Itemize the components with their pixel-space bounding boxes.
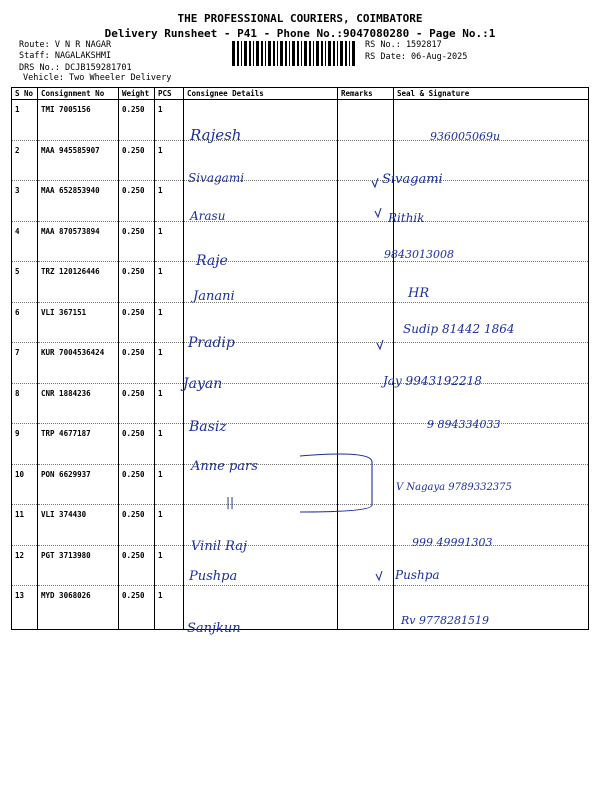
cell-remarks bbox=[338, 545, 394, 586]
cell-seal bbox=[394, 545, 589, 586]
table-header-row bbox=[12, 88, 589, 100]
signature-handwritten: Rv 9778281519 bbox=[401, 614, 489, 627]
col-remarks: Remarks bbox=[338, 88, 394, 100]
cell-pcs: 1 bbox=[155, 383, 184, 424]
cell-weight: 0.250 bbox=[119, 302, 155, 343]
cell-remarks bbox=[338, 140, 394, 181]
table-row bbox=[12, 302, 589, 343]
table-row bbox=[12, 221, 589, 262]
cell-weight: 0.250 bbox=[119, 424, 155, 465]
table-row bbox=[12, 343, 589, 384]
cell-consignment: TRZ 120126446 bbox=[38, 262, 119, 303]
cell-remarks bbox=[338, 181, 394, 222]
rs-date: RS Date: 06-Aug-2025 bbox=[365, 52, 468, 62]
cell-consignee bbox=[184, 505, 338, 546]
cell-consignment: TMI 7005156 bbox=[38, 100, 119, 141]
signature-handwritten: HR bbox=[408, 286, 430, 301]
cell-seal bbox=[394, 140, 589, 181]
col-sno: S No bbox=[12, 88, 38, 100]
cell-seal bbox=[394, 343, 589, 384]
cell-pcs: 1 bbox=[155, 221, 184, 262]
barcode-image bbox=[232, 41, 358, 66]
table-row bbox=[12, 181, 589, 222]
cell-sno: 9 bbox=[12, 424, 38, 465]
cell-consignee bbox=[184, 383, 338, 424]
cell-consignment: PGT 3713980 bbox=[38, 545, 119, 586]
table-row bbox=[12, 505, 589, 546]
table-row bbox=[12, 262, 589, 303]
cell-pcs: 1 bbox=[155, 424, 184, 465]
cell-consignee bbox=[184, 262, 338, 303]
table-row bbox=[12, 545, 589, 586]
cell-consignment: VLI 367151 bbox=[38, 302, 119, 343]
consignee-handwritten-name: || bbox=[226, 495, 235, 509]
cell-consignment: PON 6629937 bbox=[38, 464, 119, 505]
runsheet-table bbox=[11, 87, 589, 630]
signature-handwritten: 9843013008 bbox=[384, 248, 454, 261]
consignee-handwritten-name: Raje bbox=[196, 253, 228, 269]
consignee-handwritten-name: Sanjkun bbox=[187, 621, 241, 636]
cell-remarks bbox=[338, 100, 394, 141]
cell-pcs: 1 bbox=[155, 262, 184, 303]
cell-weight: 0.250 bbox=[119, 181, 155, 222]
company-title: THE PROFESSIONAL COURIERS, COIMBATORE bbox=[177, 12, 423, 25]
cell-weight: 0.250 bbox=[119, 383, 155, 424]
cell-consignee bbox=[184, 343, 338, 384]
signature-handwritten: V Nagaya 9789332375 bbox=[396, 482, 512, 493]
cell-seal bbox=[394, 302, 589, 343]
cell-pcs: 1 bbox=[155, 100, 184, 141]
cell-consignment: MYD 3068026 bbox=[38, 586, 119, 630]
consignee-handwritten-name: Sivagami bbox=[188, 171, 245, 185]
staff-label: Staff: NAGALAKSHMI bbox=[19, 51, 112, 61]
vehicle-label: Vehicle: Two Wheeler Delivery bbox=[23, 73, 172, 83]
signature-handwritten: 936005069u bbox=[430, 130, 501, 143]
cell-sno: 7 bbox=[12, 343, 38, 384]
cell-consignee bbox=[184, 424, 338, 465]
rs-number: RS No.: 1592817 bbox=[365, 40, 442, 50]
cell-remarks bbox=[338, 221, 394, 262]
signature-handwritten: Sudip 81442 1864 bbox=[403, 322, 515, 336]
cell-weight: 0.250 bbox=[119, 262, 155, 303]
cell-seal bbox=[394, 464, 589, 505]
cell-seal bbox=[394, 424, 589, 465]
cell-remarks bbox=[338, 424, 394, 465]
cell-weight: 0.250 bbox=[119, 586, 155, 630]
consignee-handwritten-name: Basiz bbox=[189, 419, 227, 435]
route-label: Route: V N R NAGAR bbox=[19, 40, 112, 50]
cell-sno: 5 bbox=[12, 262, 38, 303]
cell-pcs: 1 bbox=[155, 140, 184, 181]
cell-remarks bbox=[338, 383, 394, 424]
cell-pcs: 1 bbox=[155, 181, 184, 222]
cell-pcs: 1 bbox=[155, 545, 184, 586]
cell-consignee bbox=[184, 545, 338, 586]
cell-weight: 0.250 bbox=[119, 221, 155, 262]
cell-pcs: 1 bbox=[155, 464, 184, 505]
cell-seal bbox=[394, 262, 589, 303]
cell-remarks bbox=[338, 262, 394, 303]
cell-pcs: 1 bbox=[155, 302, 184, 343]
table-row bbox=[12, 464, 589, 505]
consignee-handwritten-name: Jayan bbox=[183, 376, 223, 392]
cell-sno: 8 bbox=[12, 383, 38, 424]
cell-weight: 0.250 bbox=[119, 100, 155, 141]
consignee-handwritten-name: Pradip bbox=[188, 335, 235, 351]
signature-handwritten: Jay 9943192218 bbox=[383, 374, 482, 388]
table-row bbox=[12, 424, 589, 465]
col-pcs: PCS bbox=[155, 88, 184, 100]
consignee-handwritten-name: Vinil Raj bbox=[191, 539, 248, 554]
cell-seal bbox=[394, 505, 589, 546]
cell-sno: 10 bbox=[12, 464, 38, 505]
table-row bbox=[12, 140, 589, 181]
consignee-handwritten-name: Pushpa bbox=[189, 569, 238, 584]
cell-consignment: CNR 1884236 bbox=[38, 383, 119, 424]
signature-handwritten: Rithik bbox=[388, 211, 425, 225]
cell-seal bbox=[394, 383, 589, 424]
signature-handwritten: 9 894334033 bbox=[427, 418, 501, 431]
cell-consignment: MAA 945585907 bbox=[38, 140, 119, 181]
cell-sno: 11 bbox=[12, 505, 38, 546]
col-weight: Weight bbox=[119, 88, 155, 100]
cell-consignee bbox=[184, 100, 338, 141]
consignee-handwritten-name: Arasu bbox=[190, 209, 226, 223]
cell-consignee bbox=[184, 181, 338, 222]
cell-seal bbox=[394, 586, 589, 630]
cell-weight: 0.250 bbox=[119, 140, 155, 181]
cell-sno: 13 bbox=[12, 586, 38, 630]
cell-weight: 0.250 bbox=[119, 505, 155, 546]
cell-consignee bbox=[184, 464, 338, 505]
cell-seal bbox=[394, 221, 589, 262]
cell-sno: 6 bbox=[12, 302, 38, 343]
cell-consignee bbox=[184, 302, 338, 343]
cell-seal bbox=[394, 181, 589, 222]
cell-remarks bbox=[338, 464, 394, 505]
cell-consignee bbox=[184, 140, 338, 181]
runsheet-subtitle: Delivery Runsheet - P41 - Phone No.:9047080280 - Page No.:1 bbox=[104, 27, 496, 40]
table-row bbox=[12, 100, 589, 141]
consignee-handwritten-name: Janani bbox=[193, 289, 235, 304]
cell-sno: 2 bbox=[12, 140, 38, 181]
cell-consignment: MAA 652853940 bbox=[38, 181, 119, 222]
cell-sno: 3 bbox=[12, 181, 38, 222]
cell-pcs: 1 bbox=[155, 505, 184, 546]
cell-weight: 0.250 bbox=[119, 464, 155, 505]
cell-remarks bbox=[338, 586, 394, 630]
cell-sno: 1 bbox=[12, 100, 38, 141]
consignee-handwritten-name: Rajesh bbox=[190, 126, 242, 144]
cell-sno: 4 bbox=[12, 221, 38, 262]
cell-consignment: VLI 374430 bbox=[38, 505, 119, 546]
cell-weight: 0.250 bbox=[119, 343, 155, 384]
table-row bbox=[12, 383, 589, 424]
consignee-handwritten-name: Anne pars bbox=[191, 459, 258, 474]
signature-handwritten: 999 49991303 bbox=[412, 536, 493, 549]
table-row bbox=[12, 586, 589, 630]
col-seal: Seal & Signature bbox=[394, 88, 589, 100]
drs-number: DRS No.: DCJB159281701 bbox=[19, 63, 132, 73]
cell-weight: 0.250 bbox=[119, 545, 155, 586]
cell-seal bbox=[394, 100, 589, 141]
cell-remarks bbox=[338, 505, 394, 546]
cell-consignment: TRP 4677187 bbox=[38, 424, 119, 465]
cell-pcs: 1 bbox=[155, 343, 184, 384]
signature-handwritten: Sivagami bbox=[382, 172, 443, 187]
cell-consignee bbox=[184, 221, 338, 262]
cell-consignment: MAA 870573894 bbox=[38, 221, 119, 262]
cell-sno: 12 bbox=[12, 545, 38, 586]
col-consignee: Consignee Details bbox=[184, 88, 338, 100]
col-consignment: Consignment No bbox=[38, 88, 119, 100]
cell-consignee bbox=[184, 586, 338, 630]
cell-remarks bbox=[338, 302, 394, 343]
signature-handwritten: Pushpa bbox=[395, 568, 440, 582]
cell-pcs: 1 bbox=[155, 586, 184, 630]
cell-remarks bbox=[338, 343, 394, 384]
cell-consignment: KUR 7004536424 bbox=[38, 343, 119, 384]
